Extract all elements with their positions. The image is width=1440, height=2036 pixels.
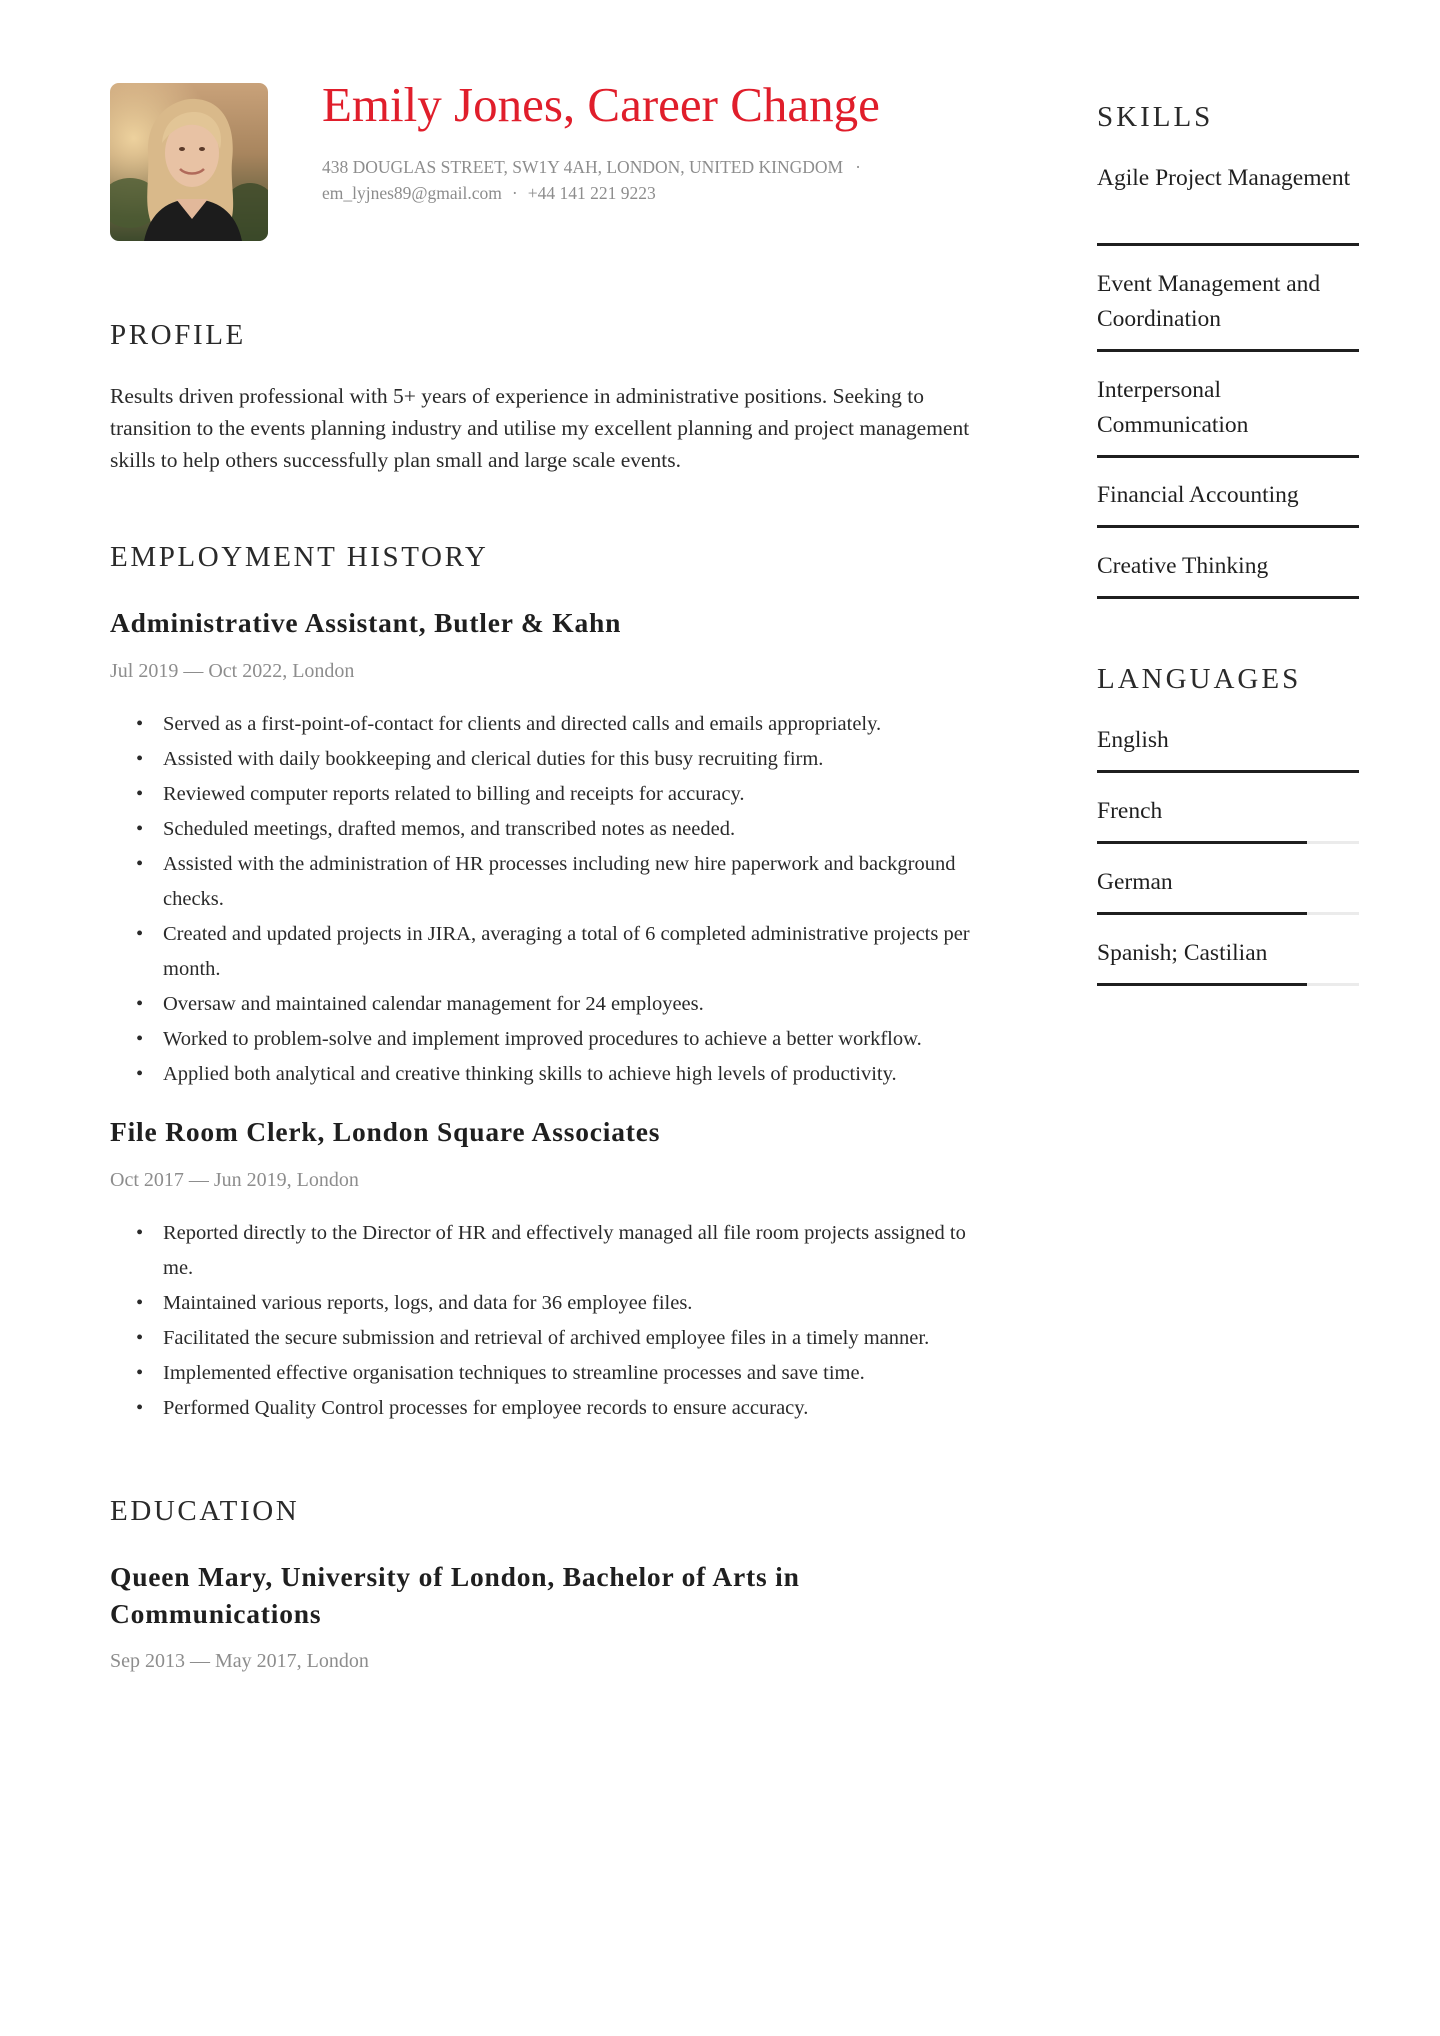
list-item [110, 1022, 970, 1057]
job-dates: Jul 2019 — Oct 2022, London [110, 660, 355, 682]
skill-level-bar [1097, 596, 1359, 599]
list-item-text: Scheduled meetings, drafted memos, and transcribed notes as needed. [163, 818, 736, 840]
language-level-bar [1097, 983, 1359, 986]
list-item-text: Implemented effective organisation techniques to streamline processes and save time. [163, 1362, 865, 1384]
list-item-text: Performed Quality Control processes for employee records to ensure accuracy. [163, 1397, 809, 1419]
list-item [110, 1356, 970, 1391]
list-item-text: Worked to problem-solve and implement improved procedures to achieve a better workflow. [163, 1028, 922, 1050]
job-title: Administrative Assistant, Butler & Kahn [110, 607, 622, 638]
list-item [110, 1321, 970, 1356]
skill-item [1097, 478, 1359, 513]
resume-name: Emily Jones, Career Change [322, 77, 880, 132]
bullet-icon: • [136, 853, 144, 875]
bullet-icon: • [136, 1327, 144, 1349]
bullet-icon: • [136, 713, 144, 735]
profile-photo-image [110, 83, 268, 241]
skill-label: Event Management and Coordination [1097, 271, 1321, 332]
contact-line-address [322, 154, 861, 180]
list-item [110, 1057, 970, 1092]
list-item-text: Applied both analytical and creative thinking skills to achieve high levels of productivity. [163, 1063, 897, 1085]
bullet-icon: • [136, 993, 144, 1015]
list-item-text: Assisted with daily bookkeeping and clerical duties for this busy recruiting firm. [163, 748, 824, 770]
education-title: Queen Mary, University of London, Bachelor of Arts in Communications [110, 1561, 800, 1629]
skill-level-fill [1097, 525, 1359, 528]
address: 438 DOUGLAS STREET, SW1Y 4AH, LONDON, UNITED KINGDOM [322, 157, 844, 177]
language-level-fill [1097, 912, 1307, 915]
separator-dot: · [511, 183, 518, 203]
education-dates: Sep 2013 — May 2017, London [110, 1650, 369, 1672]
language-level-fill [1097, 841, 1307, 844]
profile-photo [110, 83, 268, 241]
bullet-icon: • [136, 818, 144, 840]
contact-info [322, 154, 861, 206]
list-item [110, 1286, 970, 1321]
list-item [110, 742, 970, 777]
language-label: German [1097, 869, 1173, 895]
phone-number[interactable]: +44 141 221 9223 [527, 183, 656, 203]
list-item [110, 812, 970, 847]
bullet-icon: • [136, 783, 144, 805]
skill-label: Agile Project Management [1097, 165, 1351, 191]
list-item-text: Maintained various reports, logs, and data for 36 employee files. [163, 1292, 693, 1314]
language-item [1097, 723, 1359, 758]
job-bullet-list [110, 1216, 970, 1426]
skill-label: Interpersonal Communication [1097, 377, 1249, 438]
language-level-fill [1097, 770, 1359, 773]
language-label: Spanish; Castilian [1097, 940, 1268, 966]
section-title-employment: EMPLOYMENT HISTORY [110, 541, 489, 573]
list-item-text: Facilitated the secure submission and retrieval of archived employee files in a timely manner. [163, 1327, 930, 1349]
list-item-text: Assisted with the administration of HR processes including new hire paperwork and background checks. [163, 853, 956, 910]
skill-level-fill [1097, 243, 1359, 246]
list-item [110, 707, 970, 742]
list-item-text: Reviewed computer reports related to billing and receipts for accuracy. [163, 783, 745, 805]
skill-level-fill [1097, 455, 1359, 458]
list-item [110, 1391, 970, 1426]
bullet-icon: • [136, 1292, 144, 1314]
list-item-text: Reported directly to the Director of HR and effectively managed all file room projects assigned to me. [163, 1222, 966, 1279]
contact-line-email-phone [322, 180, 861, 206]
skill-level-bar [1097, 525, 1359, 528]
list-item-text: Served as a first-point-of-contact for clients and directed calls and emails appropriately. [163, 713, 882, 735]
bullet-icon: • [136, 1397, 144, 1419]
bullet-icon: • [136, 1222, 144, 1244]
language-label: English [1097, 727, 1169, 753]
list-item [110, 987, 970, 1022]
bullet-icon: • [136, 748, 144, 770]
list-item-text: Created and updated projects in JIRA, averaging a total of 6 completed administrative projects per month. [163, 923, 970, 980]
list-item [110, 777, 970, 812]
skill-level-bar [1097, 455, 1359, 458]
profile-summary: Results driven professional with 5+ years of experience in administrative positions. Seeking to transition to the events planning industry and utilise my excellent planning and project management skills to help others successfully plan small and large scale events. [110, 384, 970, 472]
language-label: French [1097, 798, 1163, 824]
separator-dot: · [855, 157, 861, 177]
skill-item [1097, 373, 1359, 443]
bullet-icon: • [136, 1362, 144, 1384]
bullet-icon: • [136, 1028, 144, 1050]
email-link[interactable]: em_lyjnes89@gmail.com [322, 183, 502, 203]
list-item [110, 847, 970, 917]
skill-label: Financial Accounting [1097, 482, 1299, 508]
section-title-languages: LANGUAGES [1097, 663, 1302, 695]
skill-item [1097, 267, 1359, 337]
list-item-text: Oversaw and maintained calendar management for 24 employees. [163, 993, 704, 1015]
language-item [1097, 865, 1359, 900]
section-title-skills: SKILLS [1097, 101, 1214, 133]
skill-level-bar [1097, 349, 1359, 352]
language-item [1097, 794, 1359, 829]
language-level-bar [1097, 770, 1359, 773]
skill-level-fill [1097, 596, 1359, 599]
language-level-bar [1097, 841, 1359, 844]
list-item [110, 1216, 970, 1286]
bullet-icon: • [136, 1063, 144, 1085]
job-title: File Room Clerk, London Square Associates [110, 1116, 661, 1147]
section-title-education: EDUCATION [110, 1495, 300, 1527]
skill-label: Creative Thinking [1097, 553, 1269, 579]
language-level-bar [1097, 912, 1359, 915]
job-dates: Oct 2017 — Jun 2019, London [110, 1169, 359, 1191]
section-title-profile: PROFILE [110, 319, 246, 351]
job-bullet-list [110, 707, 970, 1092]
skill-item [1097, 549, 1359, 584]
language-level-fill [1097, 983, 1307, 986]
skill-item [1097, 161, 1359, 196]
bullet-icon: • [136, 923, 144, 945]
list-item [110, 917, 970, 987]
skill-level-fill [1097, 349, 1359, 352]
language-item [1097, 936, 1359, 971]
skill-level-bar [1097, 243, 1359, 246]
